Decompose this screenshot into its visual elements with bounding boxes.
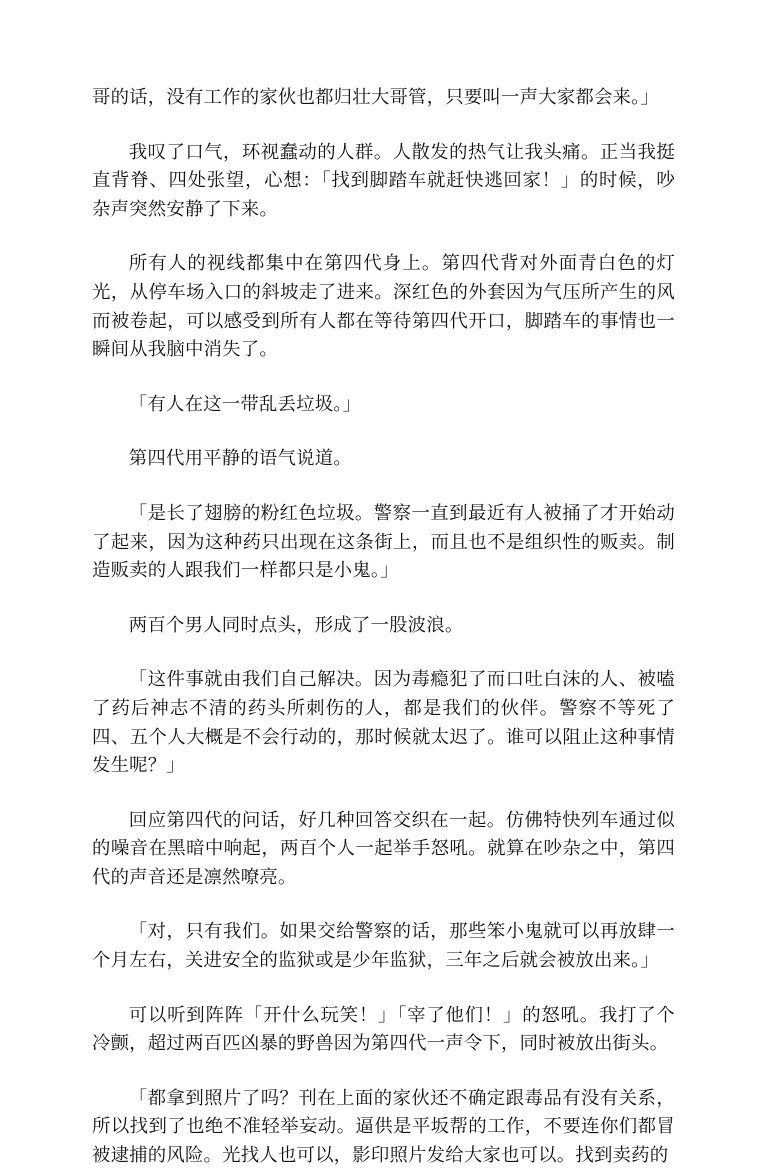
paragraph-1: 哥的话，没有工作的家伙也都归壮大哥管，只要叫一声大家都会来。」 — [92, 87, 660, 108]
paragraph-5: 第四代用平静的语气说道。 — [128, 448, 352, 470]
paragraph-12: 「都拿到照片了吗？刊在上面的家伙还不确定跟毒品有没有关系，所以找到了也绝不准轻举妄动。逼供是平坂帮的工作，不要连你们都冒被逮捕的风险。光找人也可以，影印照片发给大家也可以。找到卖药的 — [92, 1087, 675, 1167]
paragraph-11: 可以听到阵阵「开什么玩笑！」「宰了他们！」的怒吼。我打了个冷颤，超过两百匹凶暴的野兽因为第四代一声令下，同时被放出街头。 — [92, 1004, 675, 1055]
paragraph-8: 「这件事就由我们自己解决。因为毒瘾犯了而口吐白沫的人、被嗑了药后神志不清的药头所刺伤的人，都是我们的伙伴。警察不等死了四、五个人大概是不会行动的，那时候就太迟了。谁可以阻止这种事情发生呢？」 — [92, 669, 675, 777]
paragraph-3: 所有人的视线都集中在第四代身上。第四代背对外面青白色的灯光，从停车场入口的斜坡走了进来。深红色的外套因为气压所产生的风而被卷起，可以感受到所有人都在等待第四代开口，脚踏车的事情也一瞬间从我脑中消失了。 — [92, 253, 675, 361]
paragraph-6: 「是长了翅膀的粉红色垃圾。警察一直到最近有人被捅了才开始动了起来，因为这种药只出现在这条街上，而且也不是组织性的贩卖。制造贩卖的人跟我们一样都只是小鬼。」 — [92, 502, 675, 582]
paragraph-2: 我叹了口气，环视蠢动的人群。人散发的热气让我头痛。正当我挺直背脊、四处张望，心想：「找到脚踏车就赶快逃回家！」的时候，吵杂声突然安静了下来。 — [92, 141, 675, 220]
paragraph-7: 两百个男人同时点头，形成了一股波浪。 — [128, 614, 464, 636]
paragraph-4: 「有人在这一带乱丢垃圾。」 — [128, 393, 362, 415]
paragraph-9: 回应第四代的问话，好几种回答交织在一起。仿佛特快列车通过似的噪音在黑暗中响起，两百个人一起举手怒吼。就算在吵杂之中，第四代的声音还是凛然嘹亮。 — [92, 809, 675, 888]
paragraph-10: 「对，只有我们。如果交给警察的话，那些笨小鬼就可以再放肆一个月左右，关进安全的监狱或是少年监狱，三年之后就会被放出来。」 — [92, 921, 675, 972]
